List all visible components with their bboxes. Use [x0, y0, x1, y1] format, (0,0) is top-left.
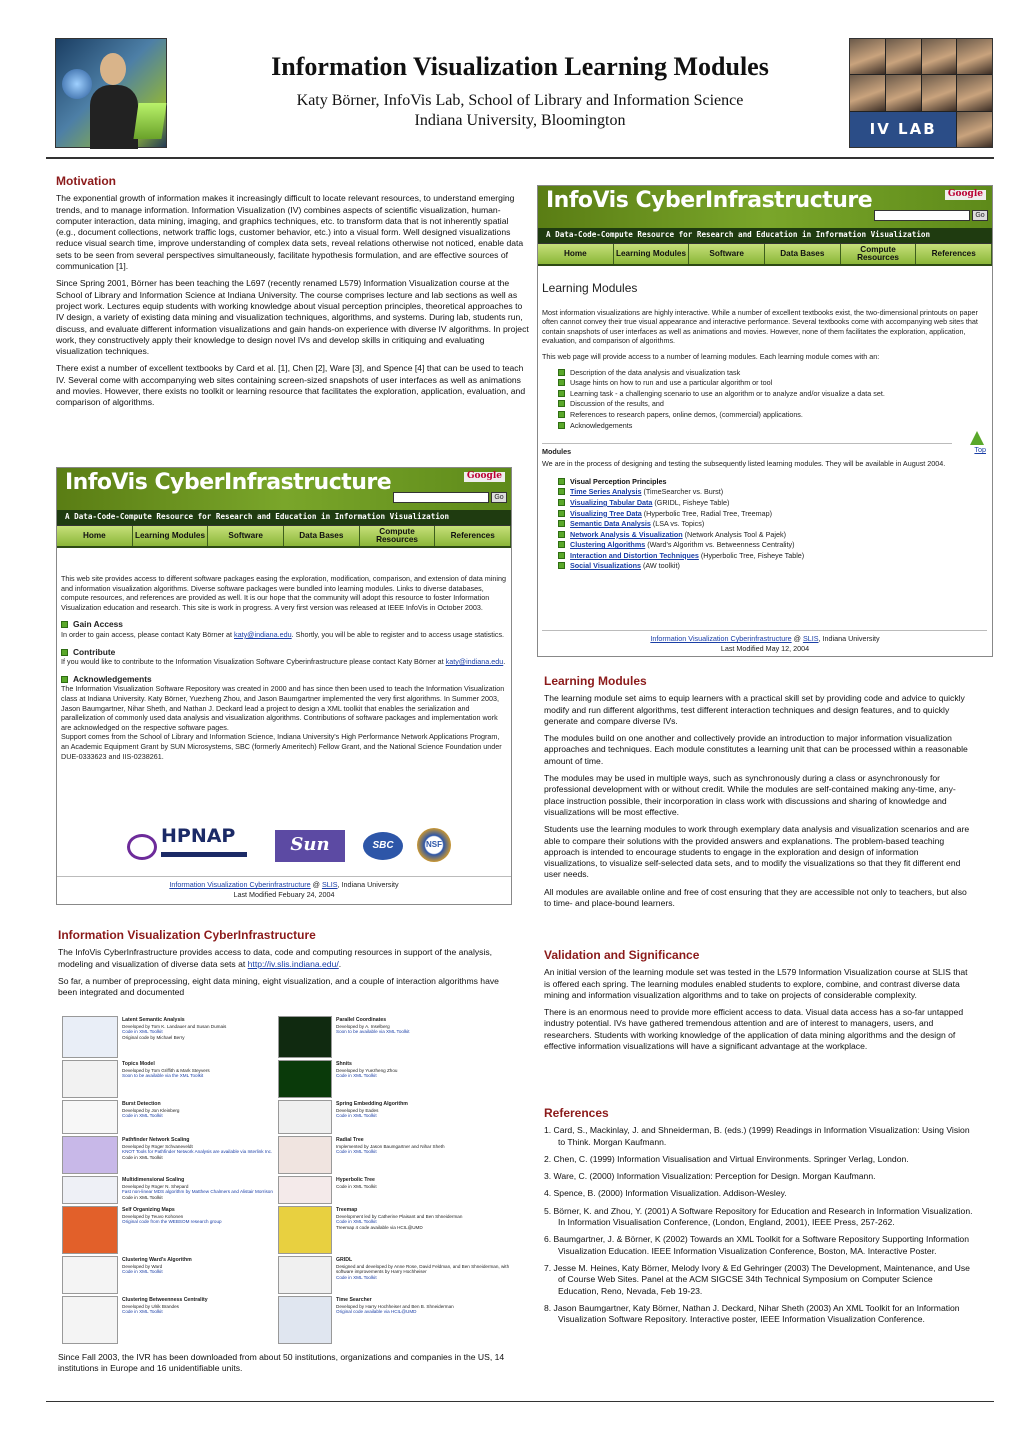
bullet-icon	[558, 520, 565, 527]
website-learning-modules-screenshot	[537, 185, 993, 657]
algorithm-extra: Original code by Michael Berry	[122, 1034, 185, 1040]
nsf-logo: NSF	[417, 828, 451, 862]
module-link[interactable]: Semantic Data Analysis	[570, 519, 651, 529]
algorithm-name: Radial Tree	[336, 1137, 364, 1143]
contribute-text: If you would like to contribute to the Information Visualization Software Cyberinfrastructure please contact Katy Börner at	[61, 657, 446, 667]
reference-item: 5. Börner, K. and Zhou, Y. (2001) A Software Repository for Education and Research in Information Visualization. In Information Visualisation Conference, (London, England, 2001), IEEE Press, 257-262.	[544, 1205, 973, 1228]
nav-learning-modules[interactable]: Learning Modules	[133, 526, 209, 546]
acknowledgements-heading: Acknowledgements	[73, 673, 152, 684]
algorithm-thumbnail	[278, 1100, 332, 1134]
bullet-icon	[558, 510, 565, 517]
bullet-icon	[558, 488, 565, 495]
footer-ivc-link[interactable]: Information Visualization Cyberinfrastructure	[169, 880, 311, 889]
bullet-icon	[558, 562, 565, 569]
algorithm-code: Code in XML Toolkit	[336, 1113, 377, 1119]
algorithm-developer: Implemented by Jason Baumgartner and Nihar Sheth	[336, 1143, 445, 1149]
sponsor-logos	[127, 825, 467, 864]
algorithm-extra: Treemap 4 code available via HCIL@UMD	[336, 1224, 423, 1230]
bullet-icon	[61, 676, 68, 683]
nav-software[interactable]: Software	[689, 244, 765, 264]
algorithm-name: Topics Model	[122, 1061, 155, 1067]
nav-learning-modules[interactable]: Learning Modules	[614, 244, 690, 264]
algorithm-name: Shnits	[336, 1061, 352, 1067]
algorithm-code: Soon to be available via the XML Toolkit	[122, 1073, 204, 1079]
module-item[interactable]	[558, 498, 988, 508]
learning-modules-paragraph: The modules build on one another and collectively provide an introduction to major information visualization approaches and techniques. Each module constitutes a learning unit that can be processed within a reasonable amount of time.	[544, 733, 968, 766]
top-arrow-icon[interactable]	[970, 431, 984, 445]
poster-subtitle-affiliation: Katy Börner, InfoVis Lab, School of Library and Information Science	[296, 92, 744, 109]
algorithm-thumbnail	[278, 1296, 332, 1344]
module-tools: (TimeSearcher vs. Burst)	[641, 487, 724, 497]
algorithm-thumbnail	[62, 1206, 118, 1254]
ivci-section: Information Visualization CyberInfrastructure The InfoVis CyberInfrastructure provides access to data, code and computing resources in support of the analysis, modeling and visualization of diverse data sets at http://iv.slis.indiana.edu/. So far, a number of preprocessing, eight data mining, eight visualization, and a couple of interaction algorithms have been integrated and documented	[58, 930, 512, 1004]
footer-university: , Indiana University	[337, 880, 399, 889]
module-tools: (Network Analysis Tool & Pajek)	[682, 529, 786, 539]
algorithm-name: Clustering Ward's Algorithm	[122, 1257, 192, 1263]
algorithm-entry	[336, 1298, 512, 1315]
algorithm-entry	[336, 1062, 512, 1079]
learning-modules-paragraph: Students use the learning modules to work through exemplary data analysis and visualization scenarios and are able to compare their solutions with the provided answers and explanations. The problem-based teaching approach is intended to encourage students to engage in the exploration and design of information visualizations, to visualize self-selected data sets, and to modify the visualizations so that they fit different end user needs.	[544, 824, 970, 880]
poster-title: Information Visualization Learning Modules	[271, 52, 769, 81]
algorithm-developer: Developed by A. Inselberg	[336, 1023, 390, 1029]
validation-heading: Validation and Significance	[544, 948, 700, 962]
modules-heading: Modules	[542, 447, 572, 457]
algorithm-developer: Developed by Roger N. Shepard	[122, 1183, 189, 1189]
references-heading: References	[544, 1106, 609, 1120]
site-footer	[57, 880, 511, 899]
algorithm-entry	[336, 1258, 512, 1280]
algorithm-thumbnail	[62, 1176, 118, 1204]
algorithm-name: Burst Detection	[122, 1101, 161, 1107]
footer-rule	[46, 1401, 994, 1402]
sbc-logo: SBC	[363, 832, 403, 860]
algorithm-thumbnail	[62, 1100, 118, 1134]
algorithm-developer: Developed by Ward	[122, 1263, 163, 1269]
algorithm-name: Spring Embedding Algorithm	[336, 1101, 408, 1107]
algorithm-thumbnail	[62, 1296, 118, 1344]
footer-slis-link[interactable]: SLIS	[321, 880, 338, 889]
gain-access-text: In order to gain access, please contact Katy Börner at	[61, 629, 234, 639]
module-tools: (GRIDL, Fisheye Table)	[652, 497, 730, 507]
algorithm-thumbnail	[278, 1176, 332, 1204]
learning-modules-page-heading: Learning Modules	[542, 281, 638, 295]
validation-section	[544, 950, 974, 1058]
poster-header	[0, 0, 1024, 160]
footer-at: @	[791, 634, 803, 643]
site-intro: This web site provides access to different software packages easing the exploration, modification, comparison, and extension of data mining and information visualization algorithms. Diverse software packages were bundled into learning modules. Links to diverse databases, compute resources, and references are provided as well. It is our hope that the community will adopt this resource to foster Information Visualization education and research. This site is work in progress. A very first version was released at IEEE InfoVis in October 2003.	[61, 574, 506, 612]
nav-data-bases[interactable]: Data Bases	[284, 526, 360, 546]
algorithm-developer: Developed by Tom Griffith & Mark Steyvers	[122, 1067, 210, 1073]
bullet-icon	[558, 411, 565, 418]
list-item: Discussion of the results, and	[558, 399, 988, 409]
algorithm-name: Pathfinder Network Scaling	[122, 1137, 190, 1143]
algorithm-thumbnail	[278, 1060, 332, 1098]
algorithm-thumbnail	[278, 1016, 332, 1058]
modules-intro: We are in the process of designing and testing the subsequently listed learning modules. They will be available in August 2004.	[542, 459, 946, 469]
algorithm-developer: Developed by Jon Kleinberg	[122, 1107, 180, 1113]
algorithm-code: Code in XML Toolkit	[336, 1073, 377, 1079]
bullet-icon	[61, 649, 68, 656]
motivation-section	[56, 176, 530, 415]
bullet-icon	[558, 552, 565, 559]
site-banner	[538, 186, 992, 244]
algorithm-entry	[336, 1208, 512, 1230]
algorithm-developer: Developed by Roger Schvaneveldt	[122, 1143, 193, 1149]
nav-data-bases[interactable]: Data Bases	[765, 244, 841, 264]
list-item: Usage hints on how to run and use a particular algorithm or tool	[558, 378, 988, 388]
algorithm-entry	[122, 1208, 282, 1225]
module-tools: (Hyperbolic Tree, Radial Tree, Treemap)	[641, 508, 773, 518]
nav-references[interactable]: References	[916, 244, 992, 264]
site-search-input[interactable]	[874, 210, 970, 221]
nav-references[interactable]: References	[435, 526, 511, 546]
last-modified: Last Modified May 12, 2004	[720, 643, 810, 653]
references-section	[544, 1108, 974, 1331]
algorithm-code: Original code from the WEBSOM research group	[122, 1219, 222, 1225]
ivci-heading: Information Visualization CyberInfrastructure	[58, 928, 316, 942]
bullet-icon	[558, 379, 565, 386]
algorithm-developer: Developed by Harry Hochheiser and Ben B. Shneiderman	[336, 1303, 454, 1309]
footer-at: @	[310, 880, 322, 889]
algorithm-code: Code in XML Toolkit	[122, 1309, 163, 1315]
validation-paragraph: An initial version of the learning module set was tested in the L579 Information Visualization course at SLIS that is offered each spring. The learning modules enabled students to explore, combine, and contrast diverse data mining and information visualization algorithms and to take on projects of considerable complexity.	[544, 967, 968, 1000]
learning-modules-lead: This web page will provide access to a number of learning modules. Each learning module comes with an:	[542, 351, 880, 361]
algorithm-developer: Developed by Teuvo Kohonen	[122, 1213, 184, 1219]
list-item: Acknowledgements	[558, 421, 988, 431]
algorithm-thumbnail	[62, 1016, 118, 1058]
nav-compute-resources[interactable]: Compute Resources	[841, 244, 917, 264]
algorithm-entry	[336, 1138, 512, 1155]
site-footer	[538, 634, 992, 653]
module-item[interactable]	[558, 487, 988, 497]
algorithm-code: Code in XML Toolkit	[122, 1113, 163, 1119]
contribute-heading: Contribute	[73, 646, 116, 657]
module-item[interactable]	[558, 477, 988, 487]
algorithm-developer: Designed and developed by Anne Rose, David Feldman, and Ben Shneiderman, with software improvements by Harry Hochheiser	[336, 1263, 510, 1275]
algorithm-name: Hyperbolic Tree	[336, 1177, 375, 1183]
nav-home[interactable]: Home	[538, 244, 614, 264]
site-nav	[57, 526, 511, 548]
site-search-go-button[interactable]: Go	[972, 210, 988, 221]
module-link[interactable]: Visualizing Tabular Data	[570, 497, 653, 507]
module-tools: (Hyperbolic Tree, Fisheye Table)	[698, 550, 805, 560]
module-link[interactable]: Clustering Algorithms	[570, 540, 646, 550]
algorithm-code: Code in XML Toolkit	[122, 1269, 163, 1275]
module-link[interactable]: Visual Perception Principles	[570, 476, 667, 486]
learning-modules-section	[544, 676, 974, 915]
algorithm-entry	[122, 1298, 282, 1315]
gain-access-text-tail: . Shortly, you will be able to register and to access usage statistics.	[291, 629, 505, 639]
bullet-icon	[558, 541, 565, 548]
algorithm-thumbnail	[62, 1060, 118, 1098]
algorithm-entry	[122, 1138, 282, 1160]
module-link[interactable]: Network Analysis & Visualization	[570, 529, 683, 539]
algorithm-thumbnail	[278, 1136, 332, 1174]
author-photo	[55, 38, 167, 148]
module-tools: (AW toolkit)	[640, 561, 680, 571]
nav-software[interactable]: Software	[208, 526, 284, 546]
footer-ivc-link[interactable]: Information Visualization Cyberinfrastructure	[650, 634, 792, 643]
module-item[interactable]	[558, 561, 988, 571]
footer-slis-link[interactable]: SLIS	[802, 634, 819, 643]
modules-list	[542, 477, 988, 571]
ivci-url-link[interactable]: http://iv.slis.indiana.edu/	[247, 958, 339, 969]
algorithm-developer: Developed by Eades	[336, 1107, 379, 1113]
module-item[interactable]	[558, 530, 988, 540]
algorithm-entry	[336, 1102, 512, 1119]
bullet-icon	[558, 390, 565, 397]
motivation-heading: Motivation	[56, 174, 116, 188]
module-components-list	[542, 368, 988, 431]
motivation-paragraph: The exponential growth of information makes it increasingly difficult to locate relevant resources, to understand emerging trends, and to manage information. Information Visualization (IV) combines aspects of scientific visualization, human-computer interaction, data mining, imaging, and graphics techniques, etc. to transform data that is not inherently spatial (e.g., document collections, network traffic logs, customer behavior, etc.) into a visual form. Well designed visualizations reduce visual search time, improve understanding of complex data sets, reveal relations otherwise not noticed, enable data sets to be seen from several perspectives simultaneously, facilitate hypothesis formulation, and are effective sources of communication [1].	[56, 193, 524, 272]
algorithm-entry	[122, 1018, 282, 1040]
algorithm-name: Multidimensional Scaling	[122, 1177, 185, 1183]
gain-access-email-link[interactable]: katy@indiana.edu	[234, 629, 292, 639]
module-item[interactable]	[558, 551, 988, 561]
downloads-note	[58, 1352, 512, 1381]
sun-logo: Sun	[275, 830, 345, 862]
algorithm-code: Code in XML Toolkit	[336, 1274, 377, 1280]
algorithm-name: Clustering Betweenness Centrality	[122, 1297, 208, 1303]
nav-compute-resources[interactable]: Compute Resources	[360, 526, 436, 546]
algorithm-developer: Development led by Catherine Plaisant and Ben Shneiderman	[336, 1213, 463, 1219]
website-home-screenshot: InfoVis CyberInfrastructure Google Go A Data-Code-Compute Resource for Research and Education in Information Visualization Home Learning Modules Software Data Bases Compute Resources References This web site provides access to different software packages easing the exploration, modification, comparison, and extension of data mining and information visualization algorithms. Diverse software packages were bundled into learning modules. Links to diverse databases, compute resources, and references are provided as well. It is our hope that the community will adopt this resource to foster Information Visualization education and research. This site is work in progress. A very first version was released at IEEE InfoVis in October 2003. Gain Access In order to gain access, please contact Katy Börner at katy@indiana.edu. Shortly, you will be able to register and to access usage statistics. Contribute If you would like to contribute to the Information Visualization Software Cyberinfrastructure please contact Katy Börner at katy@indiana.edu. Acknowledgements The Information Visualization Software Repository was created in 2000 and has since then been used to teach the Information Visualization class at Indiana University. Katy Börner, Yuezheng Zhou, and Jason Baumgartner implemented the very first algorithms. In Summer 2003, Jason Baumgartner, Nihar Sheth, and Nathan J. Deckard lead a project to design a XML toolkit that enables the serialization and parallelization of commonly used data analysis and visualization algorithms. Contributions of software packages and implementation work are acknowledged on the respective software pages. Support comes from the School of Library and Information Science, Indiana University's High Performance Network Applications Program, an Academic Equipment Grant by SUN Microsystems, SBC (formerly Ameritech) Fellow Grant, and the National Science Foundation under DUE-0333623 and IIS-0238261. HPNAP Sun SBC NSF Information Visualization Cyberinfrastructure @ SLIS, Indiana University Last Modified Febuary 24, 2004	[56, 467, 512, 905]
bullet-icon	[558, 422, 565, 429]
site-tagline: A Data-Code-Compute Resource for Research and Education in Information Visualization	[57, 510, 511, 525]
ivci-paragraph: The InfoVis CyberInfrastructure provides access to data, code and computing resources in support of the analysis, modeling and visualization of diverse data sets at	[58, 947, 493, 969]
algorithm-code: Original code available via HCIL@UMD	[336, 1309, 417, 1315]
algorithm-catalog	[62, 1016, 512, 1354]
module-tools: (LSA vs. Topics)	[650, 519, 705, 529]
reference-item: 6. Baumgartner, J. & Börner, K (2002) Towards an XML Toolkit for a Software Repository Supporting Information Visualization Education. IEEE Information Visualization Conference, Boston, MA. Interactive Poster.	[544, 1234, 969, 1256]
header-rule	[46, 157, 994, 159]
nav-home[interactable]: Home	[57, 526, 133, 546]
google-logo: Google	[945, 190, 986, 200]
module-item[interactable]	[558, 540, 988, 550]
algorithm-entry	[336, 1018, 512, 1035]
bullet-icon	[558, 478, 565, 485]
references-list	[544, 1125, 974, 1325]
algorithm-name: Treemap	[336, 1207, 358, 1213]
algorithm-developer: Developed by Ulrik Brandes	[122, 1303, 179, 1309]
module-link[interactable]: Social Visualizations	[570, 561, 641, 571]
algorithm-code: Fast non-linear MDS algorithm by Matthew Chalmers and Alistair Morrison	[122, 1189, 273, 1195]
learning-modules-paragraph: All modules are available online and free of cost ensuring that they are accessible not only to teachers, but also to time- and place-bound learners.	[544, 886, 967, 909]
algorithm-entry	[122, 1178, 282, 1200]
site-banner-title: InfoVis CyberInfrastructure	[546, 188, 873, 213]
algorithm-entry	[336, 1178, 512, 1189]
algorithm-thumbnail	[62, 1136, 118, 1174]
learning-modules-paragraph: The modules may be used in multiple ways, such as synchronously during a class or asynchronously for professional development with or without credit. While the modules are self-contained making any-time, any-place instruction possible, their incorporation in class work with discussions and sharing of knowledge and visualizations will be most effective.	[544, 773, 956, 817]
learning-modules-intro: Most information visualizations are highly interactive. While a number of excellent textbooks exist, the two-dimensional printouts on paper often cannot convey their true visual appearance and interactive performance. Several textbooks come with accompanying web sites that contain snapshots of user interfaces as well as animations and movies. However, none of them facilitates the exploration, application, evaluation, and comparison of algorithms.	[542, 307, 978, 346]
iv-lab-logo: IV LAB	[850, 112, 956, 147]
reference-item: 8. Jason Baumgartner, Katy Börner, Nathan J. Deckard, Nihar Sheth (2003) An XML Toolkit for an Information Visualization Software Repository. Interactive poster, IEEE Information Visualization Conference.	[544, 1302, 960, 1325]
algorithm-developer: Developed by Yuezheng Zhou	[336, 1067, 398, 1073]
bullet-icon	[558, 400, 565, 407]
algorithm-name: Parallel Coordinates	[336, 1017, 387, 1023]
reference-item: 1. Card, S., Mackinlay, J. and Shneiderman, B. (eds.) (1999) Readings in Information Visualization: Using Vision to Think. Morgan Kaufmann.	[544, 1125, 970, 1147]
reference-item: 4. Spence, B. (2000) Information Visualization. Addison-Wesley.	[544, 1188, 787, 1199]
algorithm-entry	[122, 1062, 282, 1079]
algorithm-name: Latent Semantic Analysis	[122, 1017, 185, 1023]
learning-modules-paragraph: The learning module set aims to equip learners with a practical skill set by providing code and advice to quickly modify and run different algorithms, test different interaction techniques and design features, and to quickly generate and compare diverse IVs.	[544, 693, 965, 726]
site-nav	[538, 244, 992, 266]
site-banner-title: InfoVis CyberInfrastructure	[65, 470, 392, 495]
algorithm-extra: Code in XML Toolkit	[122, 1154, 163, 1160]
poster-subtitle-university: Indiana University, Bloomington	[414, 112, 626, 129]
site-banner	[57, 468, 511, 526]
algorithm-code: Code in XML Toolkit	[336, 1219, 377, 1225]
site-search-go-button[interactable]: Go	[491, 492, 507, 503]
algorithm-name: Self Organizing Maps	[122, 1207, 175, 1213]
algorithm-developer: Developed by Tom K. Landauer and Susan Dumais	[122, 1023, 227, 1029]
contribute-email-link[interactable]: katy@indiana.edu	[445, 657, 504, 667]
algorithm-code: Code in XML Toolkit	[122, 1029, 163, 1035]
validation-paragraph: There is an enormous need to provide more efficient access to data. Visual data access has a so-far untapped industry potential. IVs have gathered tremendous attention and are of interest to managers, users, and researchers. Students with working knowledge of the application of data mining algorithms and the design of effective information visualizations will have a significant advantage at the workplace.	[544, 1007, 964, 1052]
bullet-icon	[558, 499, 565, 506]
module-item[interactable]	[558, 519, 988, 529]
motivation-paragraph: Since Spring 2001, Börner has been teaching the L697 (recently renamed L579) Information Visualization course at the School of Library and Information Science at Indiana University. The course comprises lecture and lab sections as well as project work. Lectures equip students with working knowledge about visual perception principles, theoretical approaches to IV design, a variety of existing data mining and visualization techniques, algorithms, and systems. During lab, students run, discuss, and evaluate different information visualizations and gain hands-on experience with diverse IV algorithms. In project work, they constructively apply their knowledge to design novel IVs and develop skills in critiquing and evaluating visualization techniques.	[56, 278, 529, 357]
site-search-input[interactable]	[393, 492, 489, 503]
gain-access-heading: Gain Access	[73, 619, 123, 630]
list-item: Description of the data analysis and visualization task	[558, 368, 988, 378]
algorithm-name: Time Searcher	[336, 1297, 372, 1303]
algorithm-thumbnail	[278, 1256, 332, 1294]
acknowledgements-text: The Information Visualization Software Repository was created in 2000 and has since then been used to teach the Information Visualization class at Indiana University. Katy Börner, Yuezheng Zhou, and Jason Baumgartner implemented the very first algorithms. In Summer 2003, Jason Baumgartner, Nihar Sheth, and Nathan J. Deckard lead a project to design a XML toolkit that enables the serialization and parallelization of commonly used data analysis and visualization algorithms. Contributions of software packages and implementation work are acknowledged on the respective software pages.	[61, 684, 505, 732]
module-item[interactable]	[558, 509, 988, 519]
algorithm-thumbnail	[278, 1206, 332, 1254]
algorithm-entry	[122, 1102, 282, 1119]
algorithm-code: KNOT Tools for Pathfinder Network Analysis are available via Interlink Inc.	[122, 1149, 273, 1155]
algorithm-code: Soon to be available via XML Toolkit	[336, 1029, 410, 1035]
algorithm-entry	[122, 1258, 282, 1275]
last-modified: Last Modified Febuary 24, 2004	[233, 889, 335, 899]
algorithm-code: Code in XML Toolkit	[336, 1149, 377, 1155]
google-logo: Google	[464, 472, 505, 482]
algorithm-extra: Code in XML Toolkit	[122, 1194, 163, 1200]
algorithm-developer: Code in XML Toolkit	[336, 1183, 377, 1189]
top-link[interactable]: Top	[974, 445, 986, 455]
bullet-icon	[61, 621, 68, 628]
bullet-icon	[558, 531, 565, 538]
module-link[interactable]: Interaction and Distortion Techniques	[570, 550, 699, 560]
ivci-paragraph: So far, a number of preprocessing, eight data mining, eight visualization, and a couple of interaction algorithms have been integrated and documented	[58, 975, 499, 998]
module-tools: (Ward's Algorithm vs. Betweenness Centrality)	[645, 540, 795, 550]
reference-item: 7. Jesse M. Heines, Katy Börner, Melody Ivory & Ed Gehringer (2003) The Development, Maintenance, and Use of Course Web Sites. Panel at the ACM SIGCSE 34th Technical Symposium on Computer Science Education, Reno, Nevada, Feb 19-23.	[544, 1262, 970, 1296]
list-item: References to research papers, online demos, (commercial) applications.	[558, 410, 988, 420]
downloads-paragraph: Since Fall 2003, the IVR has been downloaded from about 50 institutions, organizations and companies in the US, 14 institutions in Europe and 16 unidentifiable units.	[58, 1352, 505, 1374]
algorithm-thumbnail	[62, 1256, 118, 1294]
module-link[interactable]: Visualizing Tree Data	[570, 508, 642, 518]
module-link[interactable]: Time Series Analysis	[570, 487, 642, 497]
algorithm-name: GRIDL	[336, 1257, 353, 1263]
hpnap-logo: HPNAP	[127, 834, 247, 860]
site-tagline: A Data-Code-Compute Resource for Research and Education in Information Visualization	[538, 228, 992, 243]
footer-university: , Indiana University	[818, 634, 880, 643]
reference-item: 2. Chen, C. (1999) Information Visualisation and Virtual Environments. Springer Verlag, London.	[544, 1153, 909, 1164]
bullet-icon	[558, 369, 565, 376]
list-item: Learning task - a challenging scenario to use an algorithm or to analyze and/or visualize a data set.	[558, 389, 988, 399]
learning-modules-heading: Learning Modules	[544, 674, 647, 688]
motivation-paragraph: There exist a number of excellent textbooks by Card et al. [1], Chen [2], Ware [3], and Spence [4] that can be used to teach IV. Several come with accompanying web sites containing screen-sized snapshots of user interfaces as well as animations and movies. However, there exists no toolkit or learning resource that facilitates the exploration, application, evaluation, and comparison of algorithms.	[56, 363, 526, 408]
reference-item: 3. Ware, C. (2000) Information Visualization: Perception for Design. Morgan Kaufmann.	[544, 1171, 876, 1182]
support-text: Support comes from the School of Library and Information Science, Indiana University's High Performance Network Applications Program, an Academic Equipment Grant by SUN Microsystems, SBC (formerly Ameritech) Fellow Grant, and the National Science Foundation under DUE-0333623 and IIS-0238261.	[61, 732, 502, 761]
lab-members-photo-grid	[849, 38, 993, 148]
